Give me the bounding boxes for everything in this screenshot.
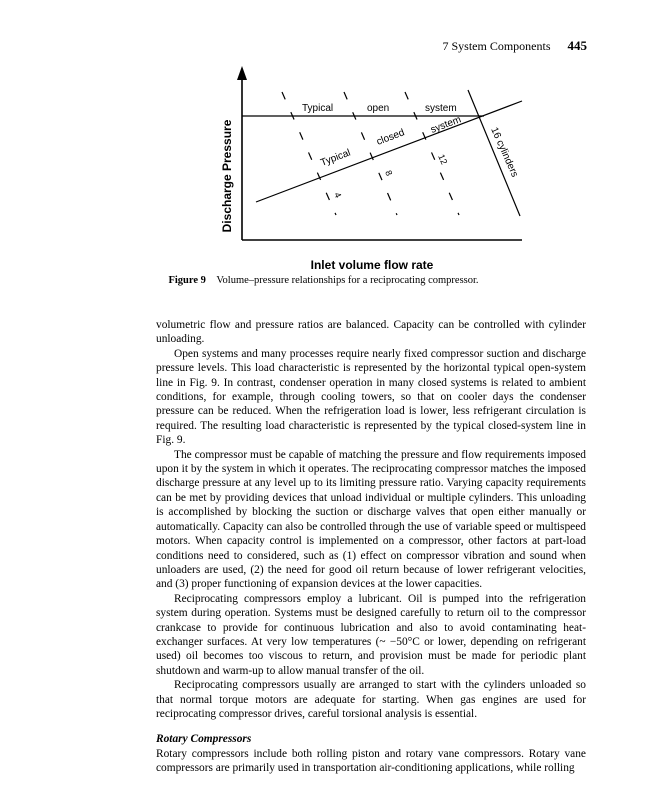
paragraph-6: Rotary compressors include both rolling piston and rotary vane compressors. Rotary vane compressors are primarily used in transportation air-conditioning applications, while rolling [156, 747, 586, 775]
open-label-system: system [425, 103, 457, 114]
caption-text: Volume–pressure relationships for a reciprocating compressor. [216, 275, 479, 286]
body-text [156, 318, 586, 776]
paragraph-3: The compressor must be capable of matching the pressure and flow requirements imposed upon it by the system in which it operates. The reciprocating compressor matches the imposed discharge pressure at any level up to its limiting pressure ratio. Varying capacity requirements can be met by providing devices that unload individual or multiple cylinders. This unloading is accomplished by blocking the suction or discharge valves that open either manually or automatically. Capacity can also be controlled through the use of variable speed or multispeed motors. When capacity control is implemented on a compressor, other factors at part-load conditions need to considered, such as (1) effect on compressor vibration and sound when unloaders are used, (2) the need for good oil return because of lower refrigerant velocities, and (3) proper functioning of expansion devices at the lower capacities. [156, 448, 586, 591]
paragraph-1: volumetric flow and pressure ratios are balanced. Capacity can be controlled with cylinder unloading. [156, 319, 586, 346]
cylinder-label-8: 8 [383, 168, 395, 178]
cylinder-line-16 [468, 90, 520, 216]
section-heading-rotary: Rotary Compressors [156, 733, 252, 746]
paragraph-4: Reciprocating compressors employ a lubricant. Oil is pumped into the refrigeration system during operation. Systems must be designed carefully to return oil to the compressor crankcase to provide for continuous lubrication and also to avoid contaminating heat-exchanger surfaces. At very low temperatures (~ −50°C or lower, depending on refrigerant used) oil becomes too viscous to return, and provision must be made for periodic plant shutdown and warm-up to allow manual transfer of the oil. [156, 592, 586, 677]
y-axis-label: Discharge Pressure [220, 119, 234, 233]
section-title: 7 System Components [442, 39, 551, 53]
open-label-typical: Typical [302, 103, 334, 114]
cylinder-label-12: 12 [436, 152, 450, 166]
closed-label-system: system [429, 114, 463, 136]
figure-9-diagram [0, 0, 647, 300]
y-axis-arrow [237, 66, 247, 80]
figure-caption [0, 275, 647, 286]
open-label-open: open [367, 103, 390, 114]
closed-label-closed: closed [375, 127, 407, 148]
cylinder-label-4: 4 [332, 190, 344, 200]
page-number: 445 [567, 38, 587, 53]
closed-label-typical: Typical [319, 147, 353, 169]
x-axis-label: Inlet volume flow rate [310, 258, 434, 272]
caption-label: Figure 9 [168, 275, 206, 286]
paragraph-2: Open systems and many processes require nearly fixed compressor suction and discharge pressure levels. This load characteristic is represented by the horizontal typical open-system line in Fig. 9. In contrast, condenser operation in many closed systems is related to ambient conditions, for example, through cooling towers, so that on cooler days the condenser pressure can be reduced. When the refrigeration load is lower, less refrigerant circulation is required. The resulting load characteristic is represented by the typical closed-system line in Fig. 9. [156, 347, 586, 447]
paragraph-5: Reciprocating compressors usually are arranged to start with the cylinders unloaded so that normal torque motors are adequate for starting. When gas engines are used for reciprocating compressor drives, careful torsional analysis is essential. [156, 679, 586, 720]
cylinder-label-16: 16 cylinders [488, 125, 521, 179]
